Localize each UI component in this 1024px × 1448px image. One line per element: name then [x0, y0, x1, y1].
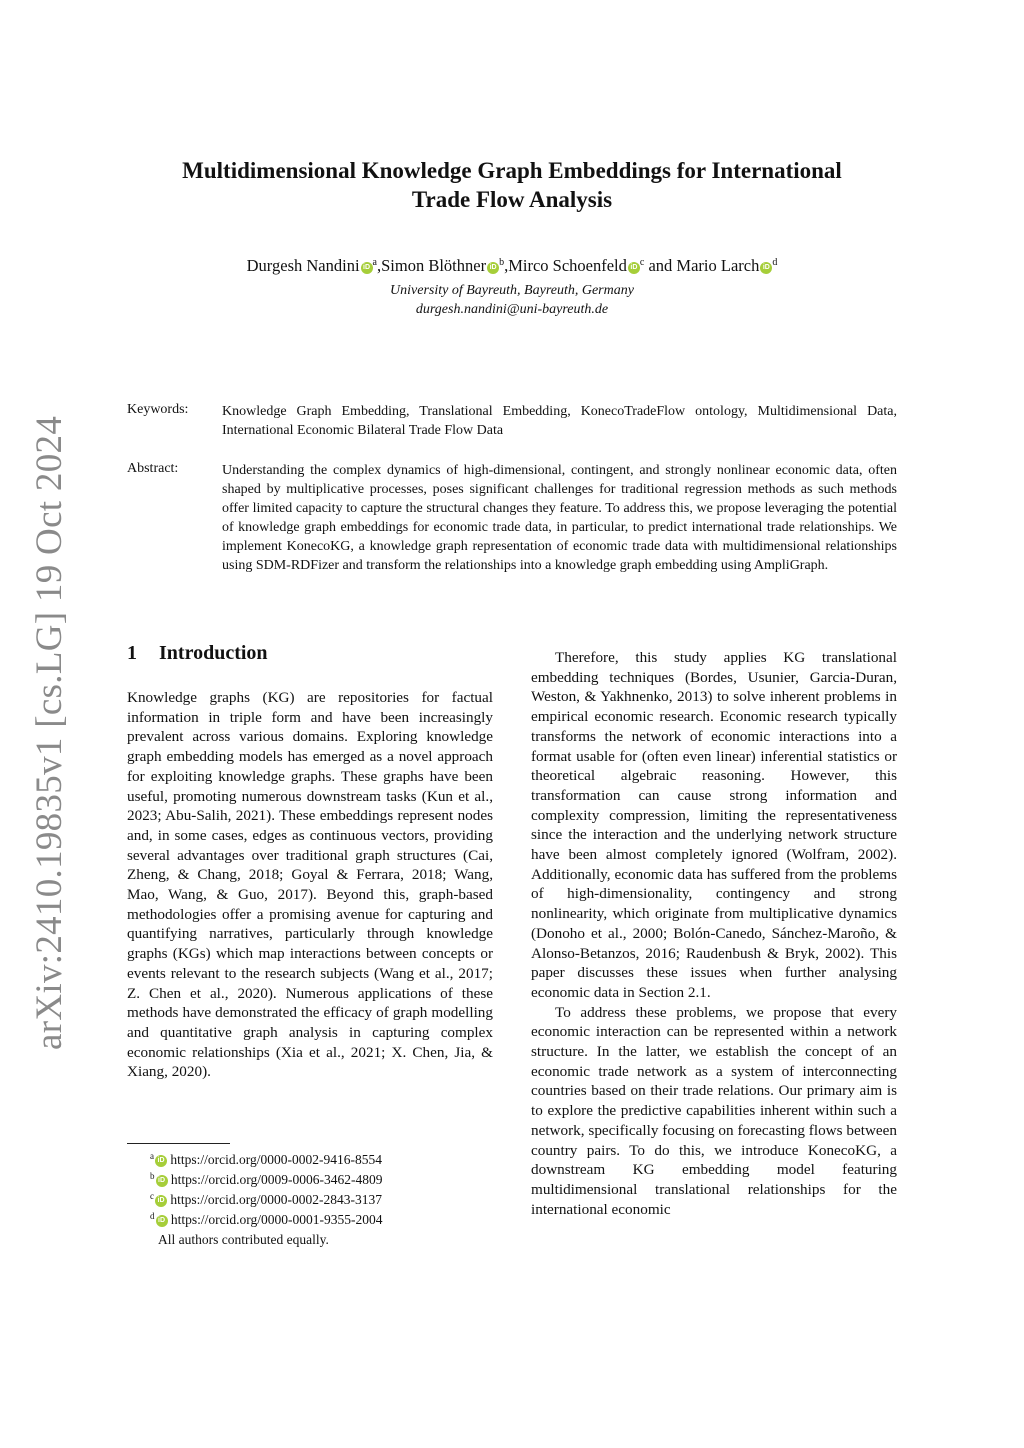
- author-separator: and: [644, 256, 677, 275]
- orcid-icon[interactable]: iD: [760, 262, 772, 274]
- footnote-rule: [127, 1143, 230, 1144]
- footnote: [150, 1170, 383, 1190]
- author-name: Mario Larch: [676, 256, 760, 275]
- author-mark: a: [372, 257, 377, 268]
- section-heading: [127, 642, 268, 665]
- abstract-text: Understanding the complex dynamics of high-dimensional, contingent, and strongly nonlinear economic data, often shaped by multiplicative processes, poses significant challenges for traditional regression methods as such methods offer limited capacity to capture the structural changes they feature. To address this, we propose leveraging the potential of knowledge graph embeddings for economic trade data, in particular, to predict international trade relationships. We implement KonecoKG, a knowledge graph representation of economic trade data with multidimensional relationships using SDM-RDFizer and transform the relationships into a knowledge graph embedding using AmpliGraph.: [222, 463, 897, 573]
- keywords-label: Keywords:: [127, 402, 189, 417]
- paragraph: To address these problems, we propose that every economic interaction can be represented within a network structure. In the latter, we establish the concept of an economic trade network as a system of interconnecting countries based on their trade relations. Our primary aim is to explore the predictive capabilities inherent within such a network, specifically focusing on forecasting flows between country pairs. To do this, we introduce KonecoKG, a downstream KG embedding model featuring multidimensional translational relationships for the international economic: [531, 1003, 897, 1218]
- paper-title: [128, 156, 896, 214]
- footnote: [150, 1190, 383, 1210]
- paragraph: Knowledge graphs (KG) are repositories for factual information in triple form and have been increasingly prevalent across various domains. Exploring knowledge graph embedding models has emerged as a novel approach for exploiting knowledge graphs. These graphs have been useful, promoting numerous downstream tasks (Kun et al., 2023; Abu-Salih, 2021). These embeddings represent nodes and, in some cases, edges as continuous vectors, providing several advantages over traditional graph structures (Cai, Zheng, & Chang, 2018; Goyal & Ferrara, 2018; Wang, Mao, Wang, & Guo, 2017). Beyond this, graph-based methodologies offer a promising avenue for capturing and quantifying narratives, particularly through knowledge graphs (KGs) which map interactions between concepts or events relevant to the research subjects (Wang et al., 2017; Z. Chen et al., 2020). Numerous applications of these methods have demonstrated the efficacy of graph modelling and quantitative graph analysis in capturing complex economic relationships (Xia et al., 2021; X. Chen, Jia, & Xiang, 2020).: [127, 689, 493, 1081]
- author-mark: b: [499, 257, 505, 268]
- author-separator: ,: [376, 256, 382, 275]
- email[interactable]: durgesh.nandini@uni-bayreuth.de: [415, 302, 609, 317]
- keywords-text: Knowledge Graph Embedding, Translational Embedding, KonecoTradeFlow ontology, Multidimensional Data, International Economic Bilateral Trade Flow Data: [222, 404, 897, 438]
- section-title: Introduction: [159, 642, 268, 664]
- orcid-icon: iD: [155, 1155, 167, 1167]
- footnote-mark: a: [150, 1151, 154, 1161]
- footnote-url[interactable]: https://orcid.org/0000-0001-9355-2004: [170, 1212, 383, 1227]
- author-list: [128, 256, 896, 276]
- author-separator: ,: [504, 256, 509, 275]
- footnote: [150, 1150, 383, 1170]
- footnote-mark: b: [150, 1171, 155, 1181]
- footnote-note: All authors contributed equally.: [158, 1232, 329, 1247]
- footnote-url[interactable]: https://orcid.org/0009-0006-3462-4809: [170, 1172, 383, 1187]
- orcid-icon: iD: [156, 1215, 168, 1227]
- footnote-url[interactable]: https://orcid.org/0000-0002-9416-8554: [170, 1152, 382, 1167]
- author-name: Durgesh Nandini: [246, 256, 360, 275]
- affiliation: University of Bayreuth, Bayreuth, Germany: [390, 283, 634, 298]
- title-line-2: Trade Flow Analysis: [411, 187, 613, 212]
- footnote-mark: d: [150, 1211, 155, 1221]
- author-name: Mirco Schoenfeld: [508, 256, 627, 275]
- orcid-icon: iD: [155, 1195, 167, 1207]
- orcid-icon[interactable]: iD: [487, 262, 499, 274]
- footnote-url[interactable]: https://orcid.org/0000-0002-2843-3137: [170, 1192, 382, 1207]
- footnotes: [150, 1150, 383, 1250]
- arxiv-stamp: arXiv:2410.19835v1 [cs.LG] 19 Oct 2024: [29, 415, 70, 1050]
- footnote: [150, 1210, 383, 1230]
- paragraph: Therefore, this study applies KG translational embedding techniques (Bordes, Usunier, Garcia-Duran, Weston, & Yakhnenko, 2013) to solve inherent problems in empirical economic research. Economic research typically transforms the network of economic interactions into a format usable for (often even linear) inferential statistics or theoretical algebraic reasoning. However, this transformation can cause strong information and complexity compression, limiting the representativeness since the interaction and the underlying network structure have been almost completely ignored (Wolfram, 2002). Additionally, economic data has suffered from the problems of high-dimensionality, contingency and strong nonlinearity, which originate from multiplicative dynamics (Donoho et al., 2000; Bolón-Canedo, Sánchez-Maroño, & Alonso-Betanzos, 2016; Raudenbush & Bryk, 2002). This paper discusses these issues when further analysing economic data in Section 2.1.: [531, 649, 897, 1001]
- orcid-icon[interactable]: iD: [361, 262, 373, 274]
- author-mark: c: [639, 257, 645, 268]
- orcid-icon[interactable]: iD: [628, 262, 640, 274]
- orcid-icon: iD: [156, 1175, 168, 1187]
- author-mark: d: [772, 257, 778, 268]
- abstract-label: Abstract:: [127, 461, 179, 476]
- title-line-1: Multidimensional Knowledge Graph Embeddings for International: [182, 158, 842, 183]
- author-name: Simon Blöthner: [381, 256, 487, 275]
- section-number: 1: [127, 642, 137, 664]
- right-column: [531, 648, 897, 1219]
- left-column: [127, 688, 493, 1082]
- footnote-mark: c: [150, 1191, 154, 1201]
